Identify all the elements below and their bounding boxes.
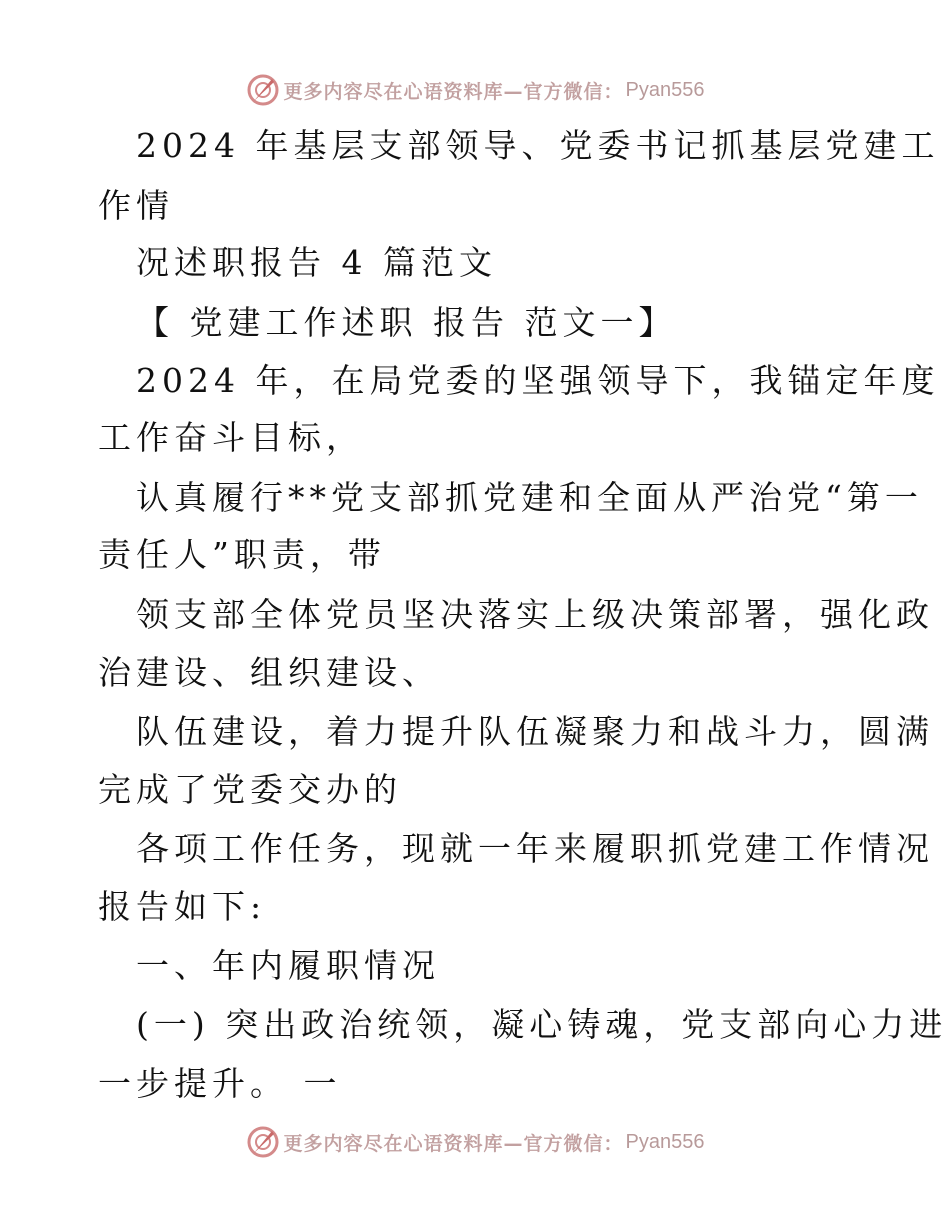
paragraph-line: 2024 年，在局党委的坚强领导下，我锚定年度 (136, 361, 940, 400)
title-line-3: 况述职报告 4 篇范文 (136, 243, 497, 282)
subheading-line: 一、年内履职情况 (136, 946, 440, 985)
footer-watermark (0, 1122, 950, 1162)
quill-logo-icon (246, 73, 280, 107)
paragraph-line: 报告如下: (98, 887, 267, 926)
paragraph-line: 领支部全体党员坚决落实上级决策部署，强化政 (136, 595, 934, 634)
watermark-text: 更多内容尽在心语资料库—官方微信： (283, 1132, 624, 1155)
paragraph-line: 工作奋斗目标， (98, 418, 364, 457)
title-line-1: 2024 年基层支部领导、党委书记抓基层党建工 (136, 126, 940, 165)
title-line-2: 作情 (98, 186, 174, 225)
paragraph-line: 一步提升。 一 (98, 1064, 342, 1103)
paragraph-line: 队伍建设，着力提升队伍凝聚力和战斗力，圆满 (136, 712, 934, 751)
watermark-wechat-id: Pyan556 (625, 78, 705, 101)
watermark-wechat-id: Pyan556 (625, 1130, 705, 1153)
paragraph-line: 治建设、组织建设、 (98, 653, 440, 692)
paragraph-line: 认真履行**党支部抓党建和全面从严治党“第一 (136, 478, 923, 517)
paragraph-line: 责任人”职责，带 (98, 535, 386, 574)
section-heading: 【 党建工作述职 报告 范文一】 (136, 303, 677, 342)
paragraph-line: 各项工作任务，现就一年来履职抓党建工作情况 (136, 829, 934, 868)
watermark-text: 更多内容尽在心语资料库—官方微信： (283, 80, 624, 103)
quill-logo-icon (246, 1125, 280, 1159)
paragraph-line: 完成了党委交办的 (98, 770, 402, 809)
paragraph-line: (一) 突出政治统领，凝心铸魂，党支部向心力进 (136, 1005, 948, 1044)
header-watermark (0, 70, 950, 110)
